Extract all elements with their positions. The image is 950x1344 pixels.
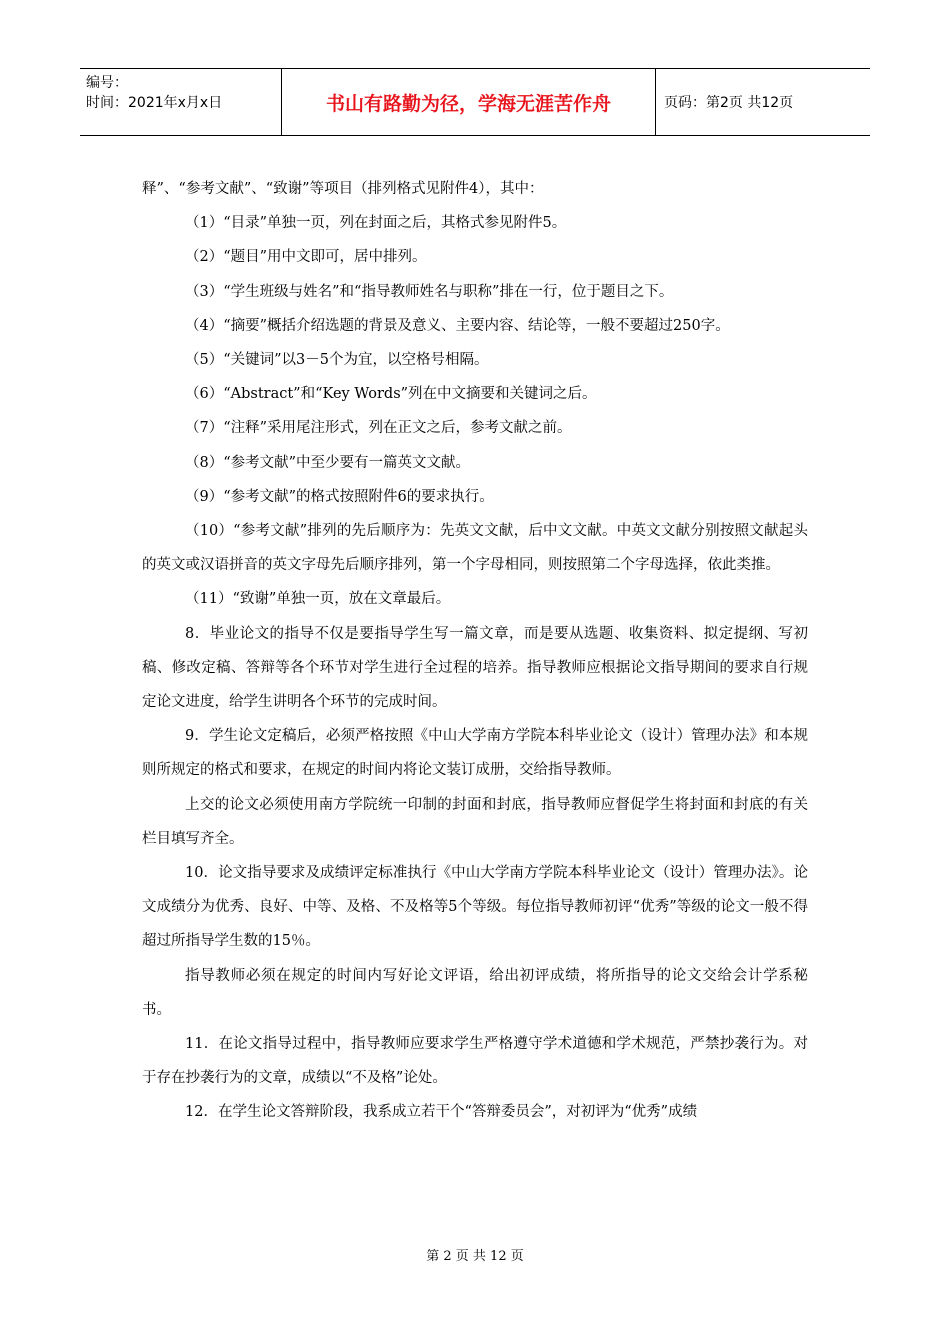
- paragraph: 11．在论文指导过程中，指导教师应要求学生严格遵守学术道德和学术规范，严禁抄袭行为。对于存在抄袭行为的文章，成绩以“不及格”论处。: [142, 1036, 808, 1087]
- paragraph: （3）“学生班级与姓名”和“指导教师姓名与职称”排在一行，位于题目之下。: [185, 283, 674, 300]
- paragraph: （10）“参考文献”排列的先后顺序为：先英文文献，后中文文献。中英文文献分别按照文献起头的英文或汉语拼音的英文字母先后顺序排列，第一个字母相同，则按照第二个字母选择，依此类推。: [142, 523, 808, 574]
- document-body: [142, 172, 808, 1130]
- paragraph: （8）“参考文献”中至少要有一篇英文文献。: [185, 454, 471, 471]
- paragraph: （6）“Abstract”和“Key Words”列在中文摘要和关键词之后。: [185, 386, 597, 403]
- paragraph: （7）“注释”采用尾注形式，列在正文之后，参考文献之前。: [185, 420, 572, 437]
- paragraph: 释”、“参考文献”、“致谢”等项目（排列格式见附件4），其中：: [142, 181, 544, 197]
- time-label: 时间：2021年x月x日: [86, 95, 223, 111]
- header-meta: [80, 69, 282, 135]
- page-footer: 第 2 页 共 12 页: [426, 1249, 524, 1264]
- paragraph: 12．在学生论文答辩阶段，我系成立若干个“答辩委员会”，对初评为“优秀”成绩: [185, 1104, 698, 1121]
- paragraph: （11）“致谢”单独一页，放在文章最后。: [185, 591, 451, 608]
- page-header: [80, 68, 870, 136]
- number-label: 编号：: [86, 75, 128, 91]
- paragraph: （4）“摘要”概括介绍选题的背景及意义、主要内容、结论等，一般不要超过250字。: [185, 317, 730, 334]
- paragraph: 指导教师必须在规定的时间内写好论文评语，给出初评成绩，将所指导的论文交给会计学系秘书。: [142, 967, 808, 1018]
- paragraph: 8．毕业论文的指导不仅是要指导学生写一篇文章，而是要从选题、收集资料、拟定提纲、写初稿、修改定稿、答辩等各个环节对学生进行全过程的培养。指导教师应根据论文指导期间的要求自行规定论文进度，给学生讲明各个环节的完成时间。: [142, 625, 808, 711]
- paragraph: （9）“参考文献”的格式按照附件6的要求执行。: [185, 488, 494, 505]
- header-page-info: 页码：第2页 共12页: [664, 95, 794, 111]
- paragraph: （1）“目录”单独一页，列在封面之后，其格式参见附件5。: [185, 215, 567, 232]
- paragraph: 10．论文指导要求及成绩评定标准执行《中山大学南方学院本科毕业论文（设计）管理办法》。论文成绩分为优秀、良好、中等、及格、不及格等5个等级。每位指导教师初评“优秀”等级的论文一般不得超过所指导学生数的15％。: [142, 865, 808, 950]
- paragraph: （2）“题目”用中文即可，居中排列。: [185, 249, 427, 266]
- paragraph: 9．学生论文定稿后，必须严格按照《中山大学南方学院本科毕业论文（设计）管理办法》和本规则所规定的格式和要求，在规定的时间内将论文装订成册，交给指导教师。: [142, 728, 808, 779]
- paragraph: 上交的论文必须使用南方学院统一印制的封面和封底，指导教师应督促学生将封面和封底的有关栏目填写齐全。: [142, 796, 808, 847]
- paragraph: （5）“关键词”以3－5个为宜，以空格号相隔。: [185, 352, 489, 369]
- header-motto: 书山有路勤为径，学海无涯苦作舟: [282, 69, 656, 135]
